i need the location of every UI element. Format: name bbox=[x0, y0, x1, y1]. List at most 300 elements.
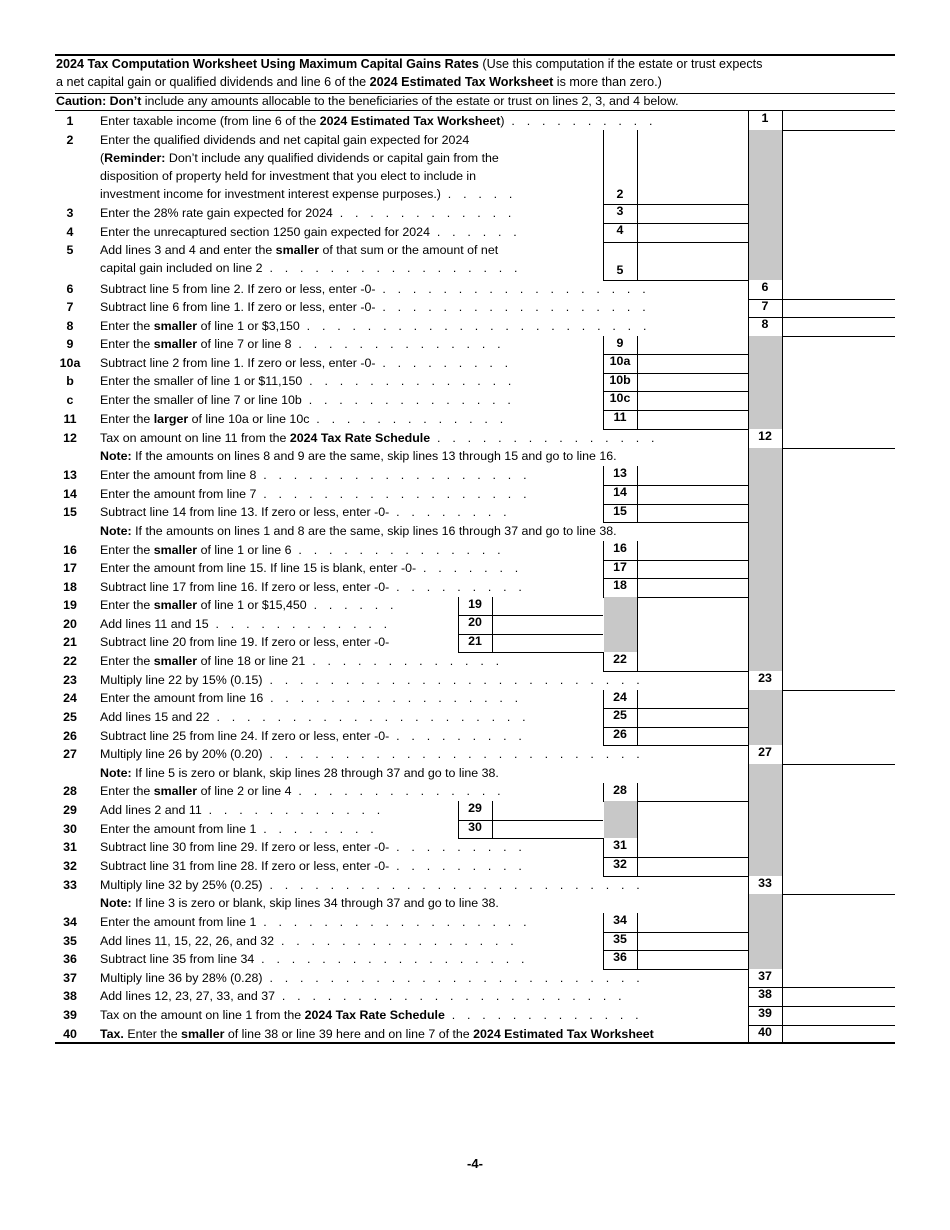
box-divider bbox=[603, 223, 604, 242]
leader-dots: . . . . . . . . . . . . . . . . . . bbox=[263, 487, 531, 501]
line-l19-box-label: 19 bbox=[468, 597, 482, 611]
line-l38-box-label: 38 bbox=[758, 987, 772, 1001]
leader-dots: . . . . . . . . . bbox=[396, 840, 527, 854]
box-underline bbox=[458, 838, 603, 839]
line-l21-box-label: 21 bbox=[468, 634, 482, 648]
line-l29-number: 29 bbox=[63, 803, 77, 817]
line-l37-text bbox=[100, 971, 746, 985]
line-l36-box-label: 36 bbox=[613, 950, 627, 964]
box-divider bbox=[603, 690, 604, 708]
box-divider bbox=[603, 838, 604, 857]
line-l4-box-label: 4 bbox=[616, 223, 624, 237]
line-l25-amount-field[interactable] bbox=[638, 708, 748, 727]
line-l36-a: Subtract line 35 from line 34 bbox=[100, 952, 255, 966]
worksheet-title-bold: 2024 Tax Computation Worksheet Using Maximum Capital Gains Rates bbox=[56, 57, 479, 71]
line-l10a-number: 10a bbox=[59, 356, 81, 370]
box-underline bbox=[603, 876, 748, 877]
box-divider bbox=[603, 485, 604, 504]
line-l1-text bbox=[100, 114, 746, 128]
line-l33-text bbox=[100, 878, 746, 892]
line-l38-a: Add lines 12, 23, 27, 33, and 37 bbox=[100, 989, 275, 1003]
line-l8-number: 8 bbox=[66, 319, 74, 333]
shaded-area bbox=[749, 894, 782, 969]
line-l20-number: 20 bbox=[63, 617, 77, 631]
leader-dots: . . . . . . . . . . . . . . . . . . . . . . . bbox=[281, 989, 626, 1003]
line-l16-amount-field[interactable] bbox=[638, 541, 748, 560]
box-divider bbox=[782, 1025, 783, 1043]
line-l9-amount-field[interactable] bbox=[638, 336, 748, 354]
line-l16-a: Enter the bbox=[100, 543, 154, 557]
line-l29-amount-field[interactable] bbox=[493, 801, 603, 820]
box-divider bbox=[637, 242, 638, 280]
line-l38-text bbox=[100, 989, 746, 1003]
line-l10b-a: Enter the smaller of line 1 or $11,150 bbox=[100, 374, 303, 388]
note-text: If line 5 is zero or blank, skip lines 28 through 37 and go to line 38. bbox=[131, 766, 499, 780]
title-note-1: (Use this computation if the estate or trust expects bbox=[478, 57, 763, 71]
line-l9-c: of line 7 or line 8 bbox=[197, 337, 292, 351]
box-divider bbox=[603, 932, 604, 950]
box-divider bbox=[782, 745, 783, 764]
box-divider bbox=[637, 838, 638, 857]
line-l31-a: Subtract line 30 from line 29. If zero or less, enter -0- bbox=[100, 840, 390, 854]
line-l18-amount-field[interactable] bbox=[638, 578, 748, 597]
shaded-area bbox=[749, 764, 782, 876]
line-l21-number: 21 bbox=[63, 635, 77, 649]
shaded-area bbox=[749, 690, 782, 745]
line-l40-c: of line 38 or line 39 here and on line 7 of the bbox=[224, 1027, 474, 1041]
column-divider bbox=[782, 111, 783, 280]
line-l3-box-label: 3 bbox=[616, 204, 624, 218]
box-underline bbox=[603, 522, 748, 523]
line-l7-amount-field[interactable] bbox=[783, 299, 895, 317]
line-l32-box-label: 32 bbox=[613, 857, 627, 871]
line-l9-number: 9 bbox=[66, 337, 74, 351]
line-l37-box-label: 37 bbox=[758, 969, 772, 983]
line-l11-b: larger bbox=[153, 412, 189, 426]
line-l22-c: of line 18 or line 21 bbox=[197, 654, 306, 668]
line-l20-box-label: 20 bbox=[468, 615, 482, 629]
line-l14-amount-field[interactable] bbox=[638, 485, 748, 504]
line-l7-box-label: 7 bbox=[761, 299, 769, 313]
line-l30-box-label: 30 bbox=[468, 820, 482, 834]
line-l16-c: of line 1 or line 6 bbox=[197, 543, 292, 557]
line-l18-number: 18 bbox=[63, 580, 77, 594]
line-l25-number: 25 bbox=[63, 710, 77, 724]
box-underline bbox=[603, 745, 748, 746]
line-l9-b: smaller bbox=[153, 337, 198, 351]
box-divider bbox=[603, 504, 604, 522]
box-divider bbox=[637, 336, 638, 354]
line-l11-amount-field[interactable] bbox=[638, 410, 748, 429]
line-l11-box-label: 11 bbox=[613, 410, 627, 424]
box-divider bbox=[637, 932, 638, 950]
line-l14-box-label: 14 bbox=[613, 485, 627, 499]
box-divider bbox=[492, 820, 493, 838]
line-l2-t2c: Don’t include any qualified dividends or capital gain from the bbox=[165, 151, 499, 165]
line-l23-a: Multiply line 22 by 15% (0.15) bbox=[100, 673, 263, 687]
leader-dots: . . . . . . . . . . . . . . . . . . bbox=[263, 915, 531, 929]
leader-dots: . . . . . . . . . . . . . . . . . . . . . . . . . bbox=[269, 878, 644, 892]
note-2 bbox=[100, 524, 860, 538]
line-l29-text bbox=[100, 803, 452, 817]
line-l6-box-label: 6 bbox=[761, 280, 769, 294]
line-l15-amount-field[interactable] bbox=[638, 504, 748, 522]
leader-dots: . . . . . . . . . . . . . . . . . . . . . . . bbox=[306, 319, 651, 333]
line-l24-box-label: 24 bbox=[613, 690, 627, 704]
title-note-2b: 2024 Estimated Tax Worksheet bbox=[369, 75, 554, 89]
line-l23-amount-field[interactable] bbox=[783, 671, 895, 690]
box-divider bbox=[748, 299, 749, 317]
line-l23-text bbox=[100, 673, 746, 687]
line-l18-box-label: 18 bbox=[613, 578, 627, 592]
line-l39-amount-field[interactable] bbox=[783, 1006, 895, 1025]
column-divider bbox=[782, 690, 783, 745]
box-divider bbox=[637, 950, 638, 969]
note-text: If line 3 is zero or blank, skip lines 34 through 37 and go to line 38. bbox=[131, 896, 499, 910]
line-l15-text bbox=[100, 505, 594, 519]
line-l18-text bbox=[100, 580, 594, 594]
line-l36-amount-field[interactable] bbox=[638, 950, 748, 969]
line-l33-number: 33 bbox=[63, 878, 77, 892]
line-l17-number: 17 bbox=[63, 561, 77, 575]
note-label: Note: bbox=[100, 524, 132, 538]
line-l11-a: Enter the bbox=[100, 412, 154, 426]
line-l10a-text bbox=[100, 356, 594, 370]
column-divider bbox=[748, 894, 749, 969]
box-divider bbox=[782, 969, 783, 987]
line-l3-text bbox=[100, 206, 594, 220]
shaded-area bbox=[749, 448, 782, 671]
line-l22-amount-field[interactable] bbox=[638, 652, 748, 671]
box-divider bbox=[782, 299, 783, 317]
line-l20-amount-field[interactable] bbox=[493, 615, 603, 634]
line-l40-amount-field[interactable] bbox=[783, 1025, 895, 1043]
box-underline bbox=[603, 280, 748, 281]
line-l40-number: 40 bbox=[63, 1027, 77, 1041]
box-divider bbox=[603, 242, 604, 280]
leader-dots: . . . . . . . . . . . . . . . . bbox=[280, 934, 518, 948]
box-divider bbox=[458, 820, 459, 838]
box-divider bbox=[782, 317, 783, 336]
line-l1-b: 2024 Estimated Tax Worksheet bbox=[319, 114, 501, 128]
line-l8-b: smaller bbox=[153, 319, 198, 333]
box-divider bbox=[748, 317, 749, 336]
line-l26-number: 26 bbox=[63, 729, 77, 743]
box-divider bbox=[637, 466, 638, 485]
line-l10b-text bbox=[100, 374, 594, 388]
box-divider bbox=[603, 857, 604, 876]
line-l9-a: Enter the bbox=[100, 337, 154, 351]
line-l10c-box-label: 10c bbox=[609, 391, 631, 405]
line-l27-amount-field[interactable] bbox=[783, 745, 895, 764]
line-l35-text bbox=[100, 934, 594, 948]
line-l28-number: 28 bbox=[63, 784, 77, 798]
line-l10a-a: Subtract line 2 from line 1. If zero or less, enter -0- bbox=[100, 356, 376, 370]
line-l35-a: Add lines 11, 15, 22, 26, and 32 bbox=[100, 934, 275, 948]
line-l33-box-label: 33 bbox=[758, 876, 772, 890]
line-l28-text bbox=[100, 784, 594, 798]
box-divider bbox=[603, 373, 604, 391]
line-l16-text bbox=[100, 543, 594, 557]
line-l22-text bbox=[100, 654, 594, 668]
leader-dots: . . . . . . . . . . . . . . . . . bbox=[269, 261, 522, 275]
box-divider bbox=[637, 727, 638, 745]
box-divider bbox=[603, 391, 604, 410]
line-l10b-amount-field[interactable] bbox=[638, 373, 748, 391]
line-l31-text bbox=[100, 840, 594, 854]
line-l30-a: Enter the amount from line 1 bbox=[100, 822, 257, 836]
line-l4-text bbox=[100, 225, 594, 239]
box-divider bbox=[458, 801, 459, 820]
line-l11-text bbox=[100, 412, 594, 426]
line-l10b-number: b bbox=[66, 374, 74, 388]
line-l24-amount-field[interactable] bbox=[638, 690, 748, 708]
line-l10b-box-label: 10b bbox=[609, 373, 631, 387]
box-divider bbox=[637, 708, 638, 727]
line-l26-text bbox=[100, 729, 594, 743]
box-divider bbox=[492, 634, 493, 652]
leader-dots: . . . . . . . . . . . . . . . . . . bbox=[261, 952, 529, 966]
caution-note bbox=[56, 94, 679, 108]
leader-dots: . . . . . . bbox=[313, 598, 398, 612]
box-divider bbox=[637, 578, 638, 597]
leader-dots: . . . . . . . . . . . . . . bbox=[298, 543, 505, 557]
line-l39-number: 39 bbox=[63, 1008, 77, 1022]
leader-dots: . . . . . . bbox=[436, 225, 521, 239]
line-l2-text bbox=[100, 187, 594, 201]
line-l8-box-label: 8 bbox=[761, 317, 769, 331]
box-divider bbox=[637, 690, 638, 708]
line-l34-number: 34 bbox=[63, 915, 77, 929]
note-3 bbox=[100, 766, 860, 780]
leader-dots: . . . . . . . . . . . . . . . bbox=[437, 431, 659, 445]
leader-dots: . . . . . . . . . . . . . . . . . . . . . . . . . bbox=[269, 971, 644, 985]
note-text: If the amounts on lines 8 and 9 are the same, skip lines 13 through 15 and go to line 16. bbox=[131, 449, 617, 463]
line-l14-text bbox=[100, 487, 594, 501]
line-l17-text bbox=[100, 561, 594, 575]
box-divider bbox=[637, 391, 638, 410]
line-l37-number: 37 bbox=[63, 971, 77, 985]
box-divider bbox=[782, 987, 783, 1006]
line-l8-text bbox=[100, 319, 746, 333]
box-divider bbox=[603, 783, 604, 801]
line-l3-amount-field[interactable] bbox=[638, 204, 748, 223]
line-l31-amount-field[interactable] bbox=[638, 838, 748, 857]
line-l2-t3: disposition of property held for investment that you elect to include in bbox=[100, 169, 477, 183]
worksheet-title bbox=[56, 55, 896, 91]
box-divider bbox=[637, 913, 638, 932]
column-divider bbox=[748, 336, 749, 429]
line-l10c-amount-field[interactable] bbox=[638, 391, 748, 410]
box-divider bbox=[782, 671, 783, 690]
leader-dots: . . . . . . . . . . . . . bbox=[312, 654, 504, 668]
line-l28-b: smaller bbox=[153, 784, 198, 798]
line-l40-d: 2024 Estimated Tax Worksheet bbox=[473, 1027, 654, 1041]
line-l35-amount-field[interactable] bbox=[638, 932, 748, 950]
line-l32-amount-field[interactable] bbox=[638, 857, 748, 876]
line-l37-a: Multiply line 36 by 28% (0.28) bbox=[100, 971, 263, 985]
line-l2-t4: investment income for investment interest expense purposes.) bbox=[100, 187, 441, 201]
line-l21-amount-field[interactable] bbox=[493, 634, 603, 652]
line-l27-number: 27 bbox=[63, 747, 77, 761]
line-l30-amount-field[interactable] bbox=[493, 820, 603, 838]
line-l2-number: 2 bbox=[66, 133, 74, 147]
column-divider bbox=[782, 448, 783, 671]
line-l19-amount-field[interactable] bbox=[493, 597, 603, 615]
line-l4-amount-field[interactable] bbox=[638, 223, 748, 242]
line-l16-b: smaller bbox=[153, 543, 198, 557]
caution-label: Caution: Don’t bbox=[56, 94, 142, 108]
leader-dots: . . . . . . . . bbox=[396, 505, 511, 519]
line-l1-number: 1 bbox=[66, 114, 74, 128]
line-l40-a: Enter the bbox=[123, 1027, 182, 1041]
box-divider bbox=[637, 223, 638, 242]
line-l34-amount-field[interactable] bbox=[638, 913, 748, 932]
line-l22-box-label: 22 bbox=[613, 652, 627, 666]
box-divider bbox=[603, 130, 604, 204]
line-l1-box-label: 1 bbox=[761, 111, 769, 125]
line-l2-amount-field[interactable] bbox=[638, 130, 748, 204]
line-l33-a: Multiply line 32 by 25% (0.25) bbox=[100, 878, 263, 892]
line-l28-amount-field[interactable] bbox=[638, 783, 748, 801]
line-l13-amount-field[interactable] bbox=[638, 466, 748, 485]
line-l39-a: Tax on the amount on line 1 from the bbox=[100, 1008, 305, 1022]
line-l12-text bbox=[100, 431, 746, 445]
leader-dots: . . . . . . . . . . . . . bbox=[316, 412, 508, 426]
line-l13-a: Enter the amount from line 8 bbox=[100, 468, 257, 482]
column-divider bbox=[782, 336, 783, 429]
box-divider bbox=[637, 504, 638, 522]
box-divider bbox=[603, 466, 604, 485]
box-divider bbox=[637, 783, 638, 801]
box-divider bbox=[603, 354, 604, 373]
line-l34-box-label: 34 bbox=[613, 913, 627, 927]
line-l5-amount-field[interactable] bbox=[638, 242, 748, 280]
line-l26-a: Subtract line 25 from line 24. If zero or less, enter -0- bbox=[100, 729, 390, 743]
line-l18-a: Subtract line 17 from line 16. If zero or less, enter -0- bbox=[100, 580, 390, 594]
line-l21-a: Subtract line 20 from line 19. If zero or less, enter -0- bbox=[100, 635, 390, 649]
box-divider bbox=[603, 708, 604, 727]
line-l7-text bbox=[100, 300, 746, 314]
leader-dots: . . . . . . . . . . . . bbox=[215, 617, 392, 631]
line-l40-text bbox=[100, 1027, 746, 1041]
leader-dots: . . . . . . . . . bbox=[396, 729, 527, 743]
line-l5-text bbox=[100, 261, 594, 275]
line-l6-text bbox=[100, 282, 746, 296]
box-divider bbox=[603, 410, 604, 429]
box-divider bbox=[748, 1025, 749, 1043]
shaded-area bbox=[604, 597, 637, 652]
line-l34-a: Enter the amount from line 1 bbox=[100, 915, 257, 929]
line-l19-text bbox=[100, 598, 452, 612]
line-l23-number: 23 bbox=[63, 673, 77, 687]
leader-dots: . . . . . . . . . . . . bbox=[208, 803, 385, 817]
line-l1-amount-field[interactable] bbox=[783, 111, 895, 130]
box-divider bbox=[748, 111, 749, 130]
line-l28-c: of line 2 or line 4 bbox=[197, 784, 292, 798]
line-l20-text bbox=[100, 617, 452, 631]
line-l7-a: Subtract line 6 from line 1. If zero or less, enter -0- bbox=[100, 300, 376, 314]
line-l26-amount-field[interactable] bbox=[638, 727, 748, 745]
column-divider bbox=[748, 690, 749, 745]
line-l33-amount-field[interactable] bbox=[783, 876, 895, 894]
line-l2-box-label: 2 bbox=[616, 187, 624, 201]
box-divider bbox=[492, 615, 493, 634]
line-l38-number: 38 bbox=[63, 989, 77, 1003]
line-l2-text-2 bbox=[100, 151, 592, 165]
box-underline bbox=[603, 429, 748, 430]
box-divider bbox=[748, 876, 749, 894]
line-l32-a: Subtract line 31 from line 28. If zero or less, enter -0- bbox=[100, 859, 390, 873]
line-l2-text-3 bbox=[100, 169, 592, 183]
line-l2-text-1 bbox=[100, 133, 592, 147]
line-l15-a: Subtract line 14 from line 13. If zero or less, enter -0- bbox=[100, 505, 390, 519]
line-l25-a: Add lines 15 and 22 bbox=[100, 710, 210, 724]
column-divider bbox=[637, 597, 638, 652]
line-l5-t1b: smaller bbox=[275, 243, 320, 257]
line-l29-box-label: 29 bbox=[468, 801, 482, 815]
line-l7-number: 7 bbox=[66, 300, 74, 314]
line-l27-text bbox=[100, 747, 746, 761]
leader-dots: . . . . . bbox=[447, 187, 517, 201]
leader-dots: . . . . . . . . bbox=[263, 822, 378, 836]
line-l12-a: Tax on amount on line 11 from the bbox=[100, 431, 290, 445]
line-l40-box-label: 40 bbox=[758, 1025, 772, 1039]
line-l8-amount-field[interactable] bbox=[783, 317, 895, 336]
line-l25-box-label: 25 bbox=[613, 708, 627, 722]
box-divider bbox=[637, 857, 638, 876]
column-divider bbox=[748, 448, 749, 671]
line-l16-box-label: 16 bbox=[613, 541, 627, 555]
line-l38-amount-field[interactable] bbox=[783, 987, 895, 1006]
line-l39-box-label: 39 bbox=[758, 1006, 772, 1020]
line-l3-number: 3 bbox=[66, 206, 74, 220]
line-l13-number: 13 bbox=[63, 468, 77, 482]
line-l28-a: Enter the bbox=[100, 784, 154, 798]
line-l12-amount-field[interactable] bbox=[783, 429, 895, 448]
line-l11-number: 11 bbox=[63, 412, 77, 426]
box-divider bbox=[637, 204, 638, 223]
column-divider bbox=[782, 894, 783, 969]
line-l6-number: 6 bbox=[66, 282, 74, 296]
line-l8-a: Enter the bbox=[100, 319, 154, 333]
leader-dots: . . . . . . . . . . . . . . bbox=[309, 374, 516, 388]
line-l5-t1a: Add lines 3 and 4 and enter the bbox=[100, 243, 276, 257]
line-l6-amount-field[interactable] bbox=[783, 280, 895, 299]
column-divider bbox=[748, 130, 749, 280]
leader-dots: . . . . . . . . . . . . . . bbox=[298, 337, 505, 351]
line-l27-box-label: 27 bbox=[758, 745, 772, 759]
note-label: Note: bbox=[100, 896, 132, 910]
line-l17-amount-field[interactable] bbox=[638, 560, 748, 578]
line-l37-amount-field[interactable] bbox=[783, 969, 895, 987]
box-divider bbox=[603, 913, 604, 932]
line-l13-text bbox=[100, 468, 594, 482]
box-underline bbox=[458, 652, 603, 653]
line-l17-box-label: 17 bbox=[613, 560, 627, 574]
leader-dots: . . . . . . . . . . . . . . . . . . bbox=[382, 300, 650, 314]
line-l11-c: of line 10a or line 10c bbox=[188, 412, 310, 426]
box-divider bbox=[637, 541, 638, 560]
line-l10a-amount-field[interactable] bbox=[638, 354, 748, 373]
box-divider bbox=[492, 801, 493, 820]
shaded-area bbox=[749, 336, 782, 429]
note-1 bbox=[100, 449, 860, 463]
line-l30-number: 30 bbox=[63, 822, 77, 836]
line-l5-box-label: 5 bbox=[616, 263, 624, 277]
box-divider bbox=[458, 597, 459, 615]
box-divider bbox=[603, 336, 604, 354]
